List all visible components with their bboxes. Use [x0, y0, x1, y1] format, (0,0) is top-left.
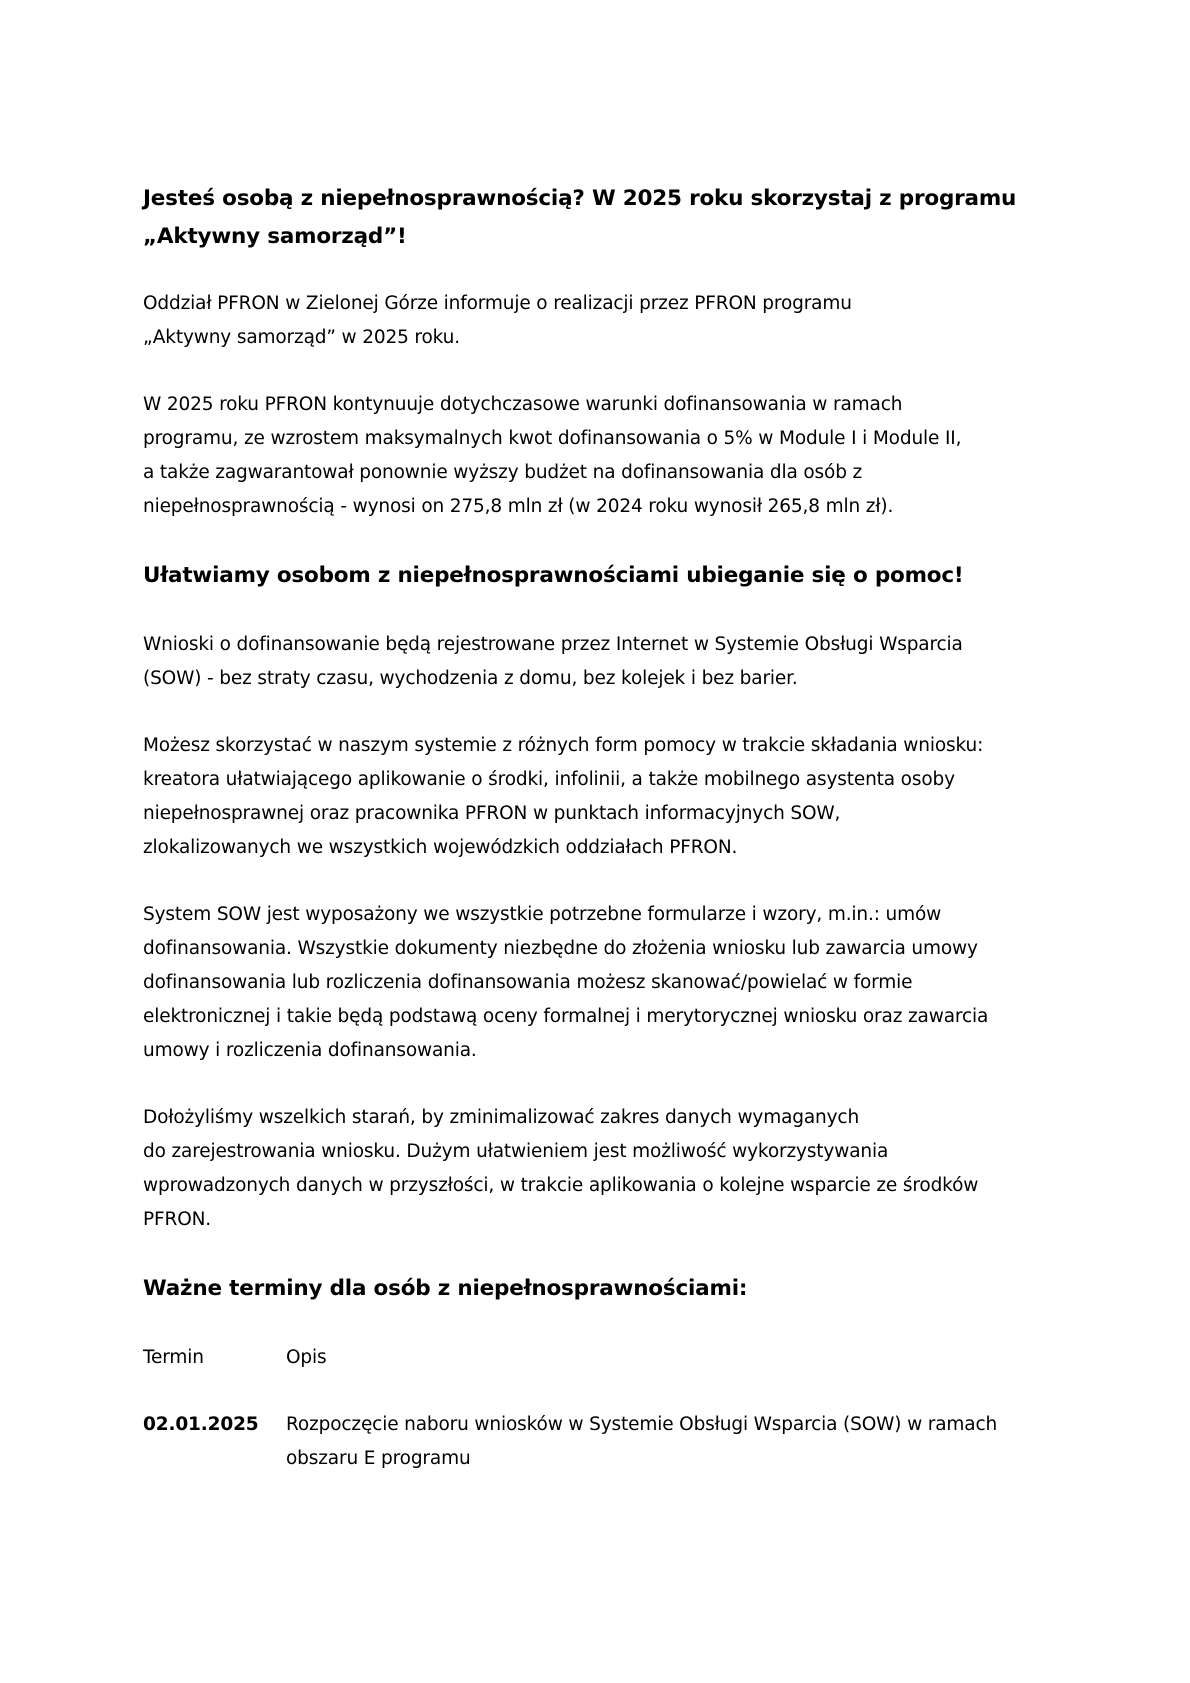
paragraph-line: W 2025 roku PFRON kontynuuje dotychczasowe warunki dofinansowania w ramach: [143, 394, 903, 415]
paragraph-line: (SOW) - bez straty czasu, wychodzenia z domu, bez kolejek i bez barier.: [143, 668, 798, 689]
forms-paragraph: [143, 898, 1063, 1068]
description-line: obszaru E programu: [286, 1448, 471, 1469]
title-line-1: Jesteś osobą z niepełnosprawnością? W 2025 roku skorzystaj z programu: [143, 186, 1017, 211]
description-line: Rozpoczęcie naboru wniosków w Systemie Obsługi Wsparcia (SOW) w ramach: [286, 1414, 998, 1435]
terms-table: [143, 1341, 1063, 1476]
section-heading-terms: Ważne terminy dla osób z niepełnosprawnościami:: [143, 1276, 748, 1301]
terms-header-description: Opis: [286, 1347, 327, 1368]
paragraph-line: Możesz skorzystać w naszym systemie z różnych form pomocy w trakcie składania wniosku:: [143, 735, 984, 756]
paragraph-line: niepełnosprawnością - wynosi on 275,8 mln zł (w 2024 roku wynosił 265,8 mln zł).: [143, 496, 894, 517]
data-minimization-paragraph: [143, 1101, 1063, 1237]
paragraph-line: umowy i rozliczenia dofinansowania.: [143, 1040, 477, 1061]
document-title: [143, 180, 1063, 256]
terms-row: [143, 1408, 1063, 1476]
paragraph-line: Oddział PFRON w Zielonej Górze informuje o realizacji przez PFRON programu: [143, 293, 852, 314]
paragraph-line: a także zagwarantował ponownie wyższy budżet na dofinansowania dla osób z: [143, 462, 863, 483]
paragraph-line: PFRON.: [143, 1209, 212, 1230]
terms-header-date: Termin: [143, 1347, 204, 1368]
paragraph-line: elektronicznej i takie będą podstawą oceny formalnej i merytorycznej wniosku oraz zawarcia: [143, 1006, 989, 1027]
funding-paragraph: [143, 388, 1063, 524]
sow-paragraph: [143, 628, 1063, 696]
paragraph-line: dofinansowania lub rozliczenia dofinansowania możesz skanować/powielać w formie: [143, 972, 913, 993]
section-heading-help: Ułatwiamy osobom z niepełnosprawnościami ubieganie się o pomoc!: [143, 563, 964, 588]
paragraph-line: wprowadzonych danych w przyszłości, w trakcie aplikowania o kolejne wsparcie ze środków: [143, 1175, 979, 1196]
paragraph-line: System SOW jest wyposażony we wszystkie potrzebne formularze i wzory, m.in.: umów: [143, 904, 942, 925]
paragraph-line: zlokalizowanych we wszystkich wojewódzkich oddziałach PFRON.: [143, 837, 738, 858]
paragraph-line: do zarejestrowania wniosku. Dużym ułatwieniem jest możliwość wykorzystywania: [143, 1141, 889, 1162]
paragraph-line: programu, ze wzrostem maksymalnych kwot dofinansowania o 5% w Module I i Module II,: [143, 428, 962, 449]
help-forms-paragraph: [143, 729, 1063, 865]
terms-header-row: [143, 1341, 1063, 1375]
document-page: [143, 180, 1063, 1476]
paragraph-line: dofinansowania. Wszystkie dokumenty niezbędne do złożenia wniosku lub zawarcia umowy: [143, 938, 978, 959]
terms-row-description: [286, 1408, 1063, 1476]
terms-row-date: 02.01.2025: [143, 1414, 259, 1435]
paragraph-line: Wnioski o dofinansowanie będą rejestrowane przez Internet w Systemie Obsługi Wsparcia: [143, 634, 963, 655]
paragraph-line: „Aktywny samorząd” w 2025 roku.: [143, 327, 460, 348]
paragraph-line: kreatora ułatwiającego aplikowanie o środki, infolinii, a także mobilnego asystenta osoby: [143, 769, 955, 790]
title-line-2: „Aktywny samorząd”!: [143, 224, 407, 249]
paragraph-line: Dołożyliśmy wszelkich starań, by zminimalizować zakres danych wymaganych: [143, 1107, 860, 1128]
intro-paragraph: [143, 287, 1063, 355]
paragraph-line: niepełnosprawnej oraz pracownika PFRON w punktach informacyjnych SOW,: [143, 803, 841, 824]
